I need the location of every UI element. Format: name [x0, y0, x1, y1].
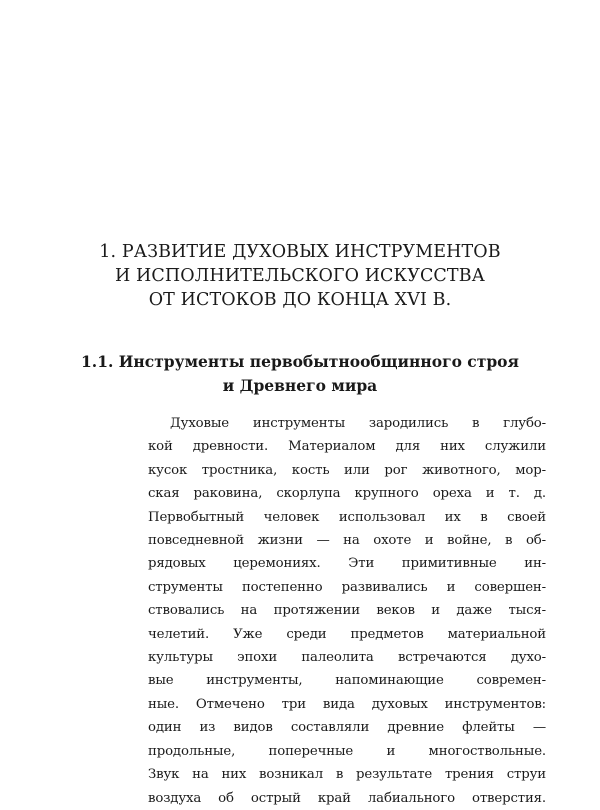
text-line: кой древности. Материалом для них служили — [148, 439, 546, 455]
chapter-title-line: И ИСПОЛНИТЕЛЬСКОГО ИСКУССТВА — [114, 266, 486, 286]
section-title-line: 1.1. Инструменты первобытнообщинного строя — [81, 352, 519, 371]
text-line: Духовые инструменты зародились в глубо- — [170, 416, 546, 431]
section-title-line: и Древнего мира — [222, 376, 378, 395]
section-title — [0, 350, 600, 398]
text-line: ствовались на протяжении веков и даже тыся- — [148, 603, 546, 619]
text-line: воздуха об острый край лабиального отверстия. — [148, 790, 546, 806]
text-line: струменты постепенно развивались и совершен- — [148, 579, 546, 595]
text-line: вые инструменты, напоминающие современ- — [148, 673, 546, 689]
chapter-title — [0, 240, 600, 312]
text-line: ные. Отмечено три вида духовых инструментов: — [148, 696, 546, 712]
text-line: повседневной жизни — на охоте и войне, в об- — [148, 533, 546, 549]
text-line: продольные, поперечные и многоствольные. — [148, 743, 546, 759]
text-line: рядовых церемониях. Эти примитивные ин- — [148, 556, 546, 572]
body-paragraph — [148, 412, 546, 810]
text-line: ская раковина, скорлупа крупного ореха и т. д. — [148, 486, 546, 502]
text-line: один из видов составляли древние флейты — — [148, 720, 546, 736]
text-line: Первобытный человек использовал их в своей — [148, 509, 546, 525]
text-line: кусок тростника, кость или рог животного, мор- — [148, 462, 546, 478]
text-line: челетий. Уже среди предметов материальной — [148, 626, 546, 642]
text-line: культуры эпохи палеолита встречаются духо- — [148, 650, 546, 666]
chapter-title-line: 1. РАЗВИТИЕ ДУХОВЫХ ИНСТРУМЕНТОВ — [99, 242, 501, 262]
chapter-title-line: ОТ ИСТОКОВ ДО КОНЦА XVI В. — [148, 290, 452, 310]
text-line: Звук на них возникал в результате трения струи — [148, 767, 546, 783]
